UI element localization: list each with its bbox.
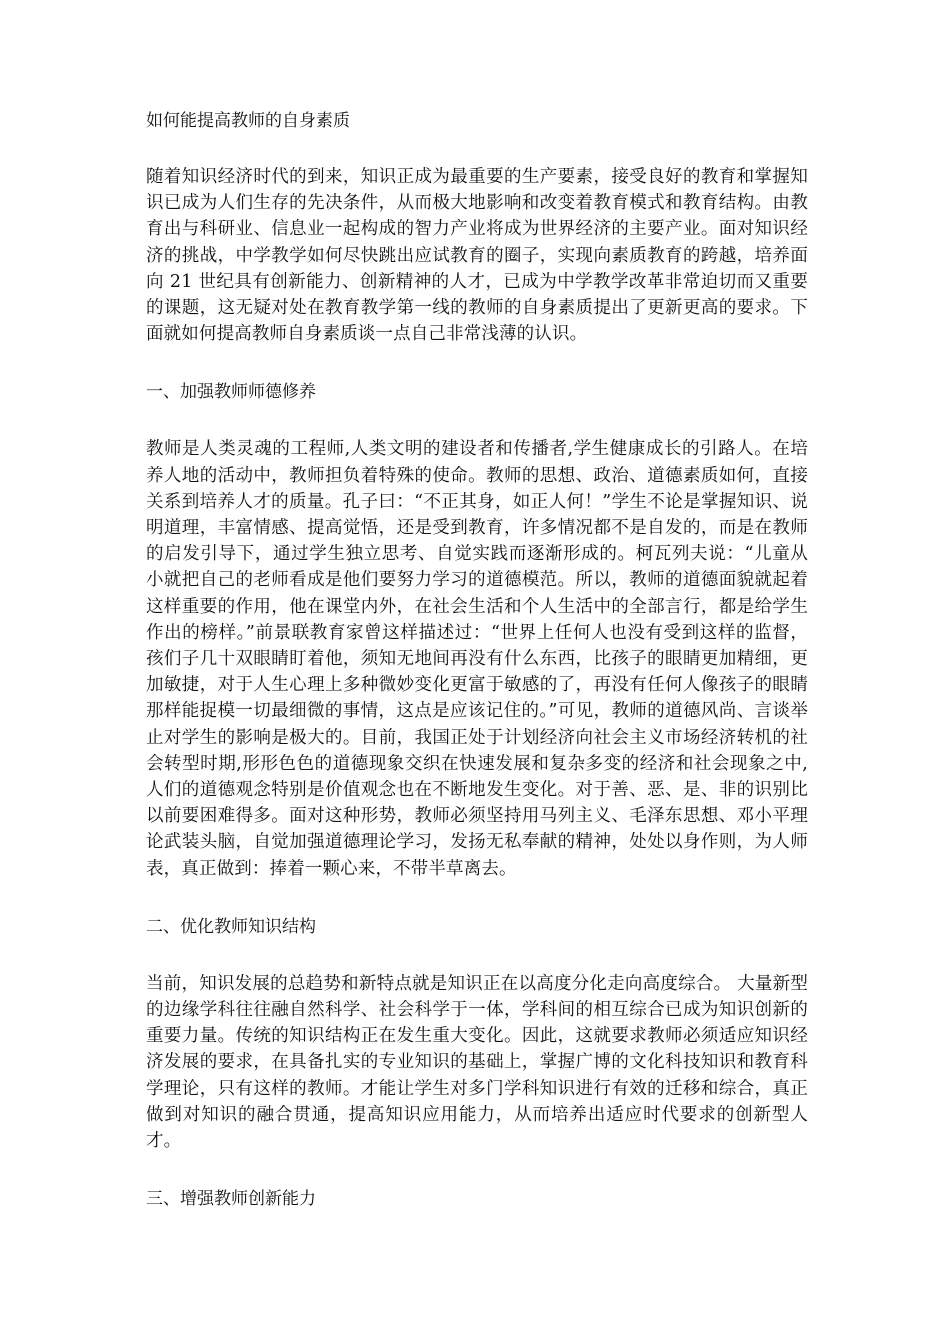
document-title: 如何能提高教师的自身素质 <box>146 111 350 131</box>
document-body <box>146 108 808 1243</box>
section-heading-1: 一、加强教师师德修养 <box>146 382 316 403</box>
section-body-2: 当前，知识发展的总趋势和新特点就是知识正在以高度分化走向高度综合。 大量新型的边缘学科往往融自然科学、社会科学于一体，学科间的相互综合已成为知识创新的重要力量。传统的知识结构正在发生重大变化。因此，这就要求教师必须适应知识经济发展的要求，在具备扎实的专业知识的基础上，掌握广博的文化科技知识和教育科学理论，只有这样的教师。才能让学生对多门学科知识进行有效的迁移和综合，真正做到对知识的融合贯通，提高知识应用能力，从而培养出适应时代要求的创新型人才。 <box>146 973 808 1152</box>
section-heading-3: 三、增强教师创新能力 <box>146 1189 316 1210</box>
section-heading-2: 二、优化教师知识结构 <box>146 916 316 937</box>
intro-paragraph: 随着知识经济时代的到来，知识正成为最重要的生产要素，接受良好的教育和掌握知识已成为人们生存的先决条件，从而极大地影响和改变着教育模式和教育结构。由教育出与科研业、信息业一起构成的智力产业将成为世界经济的主要产业。面对知识经济的挑战，中学教学如何尽快跳出应试教育的圈子，实现向素质教育的跨越，培养面向 21 世纪具有创新能力、创新精神的人才，已成为中学教学改革非常迫切而又重要的课题，这无疑对处在教育教学第一线的教师的自身素质提出了更新更高的要求。下面就如何提高教师自身素质谈一点自己非常浅薄的认识。 <box>146 167 808 345</box>
section-body-1: 教师是人类灵魂的工程师,人类文明的建设者和传播者,学生健康成长的引路人。在培养人地的活动中，教师担负着特殊的使命。教师的思想、政治、道德素质如何，直接关系到培养人才的质量。孔子曰：“不正其身，如正人何！”学生不论是掌握知识、说明道理，丰富情感、提高觉悟，还是受到教育，许多情况都不是自发的，而是在教师的启发引导下，通过学生独立思考、自觉实践而逐渐形成的。柯瓦列夫说：“儿童从小就把自己的老师看成是他们要努力学习的道德模范。所以，教师的道德面貌就起着这样重要的作用，他在课堂内外，在社会生活和个人生活中的全部言行，都是给学生作出的榜样。”前景联教育家曾这样描述过：“世界上任何人也没有受到这样的监督，孩们子几十双眼睛盯着他，须知无地间再没有什么东西，比孩子的眼睛更加精细，更加敏捷，对于人生心理上多种微妙变化更富于敏感的了，再没有任何人像孩子的眼睛那样能捉模一切最细微的事情，这点是应该记住的。”可见，教师的道德风尚、言谈举止对学生的影响是极大的。目前，我国正处于计划经济向社会主义市场经济转机的社会转型时期,形形色色的道德现象交织在快速发展和复杂多变的经济和社会现象之中,人们的道德观念特别是价值观念也在不断地发生变化。对于善、恶、是、非的识别比以前要困难得多。面对这种形势，教师必须坚持用马列主义、毛泽东思想、邓小平理论武装头脑，自觉加强道德理论学习，发扬无私奉献的精神，处处以身作则，为人师表，真正做到：捧着一颗心来，不带半草离去。 <box>146 439 808 879</box>
